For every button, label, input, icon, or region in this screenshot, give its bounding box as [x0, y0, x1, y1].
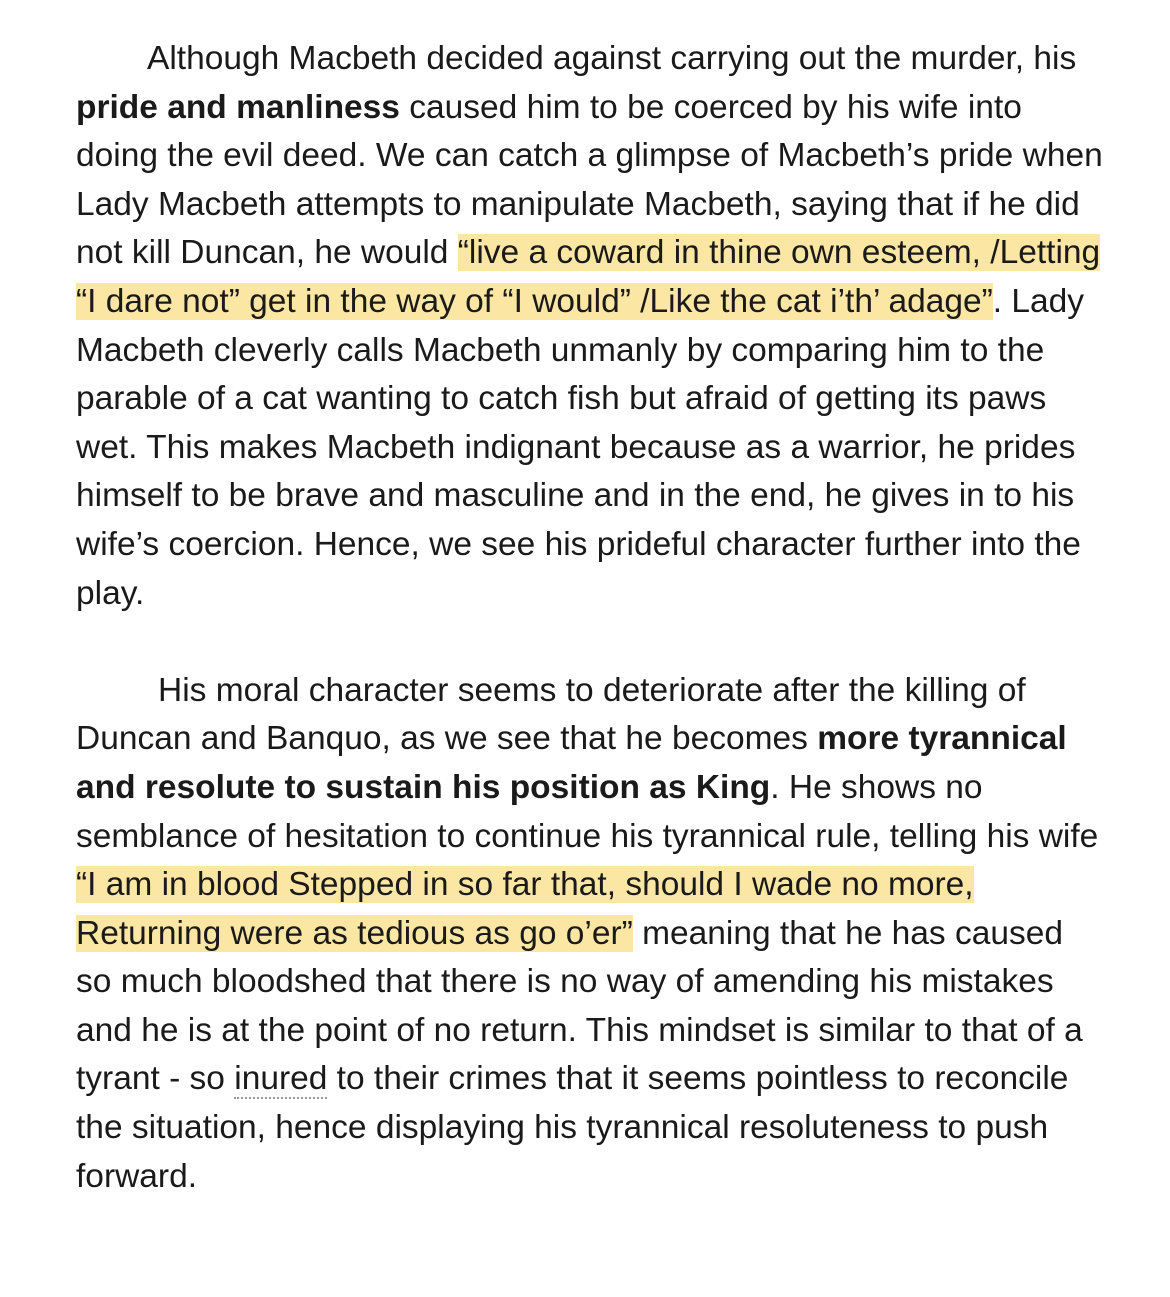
paragraph-tyranny: [76, 667, 1106, 1202]
bold-phrase-tyrannical: more tyrannical and resolute to sustain his position as King: [76, 720, 1067, 806]
document-body: [76, 35, 1106, 1201]
text-run: caused him to be coerced by his wife into doing the evil deed. We can catch a glimpse of Macbeth’s pride when Lady Macbeth attempts to manipulate Macbeth, saying that if he did not kill Duncan, he would: [76, 88, 1103, 272]
spellcheck-word-inured[interactable]: inured: [234, 1060, 328, 1098]
highlighted-quote-blood: “I am in blood Stepped in so far that, should I wade no more, Returning were as tedious as go o’er”: [76, 866, 974, 952]
bold-phrase-pride: pride and manliness: [76, 88, 400, 126]
text-run: to their crimes that it seems pointless to reconcile the situation, hence displaying his tyrannical resoluteness to push forward.: [76, 1060, 1069, 1195]
text-run: Although Macbeth decided against carrying out the murder, his: [147, 40, 1077, 77]
text-run: . He shows no semblance of hesitation to continue his tyrannical rule, telling his wife: [76, 768, 1099, 855]
text-run: . Lady Macbeth cleverly calls Macbeth unmanly by comparing him to the parable of a cat wanting to catch fish but afraid of getting its paws wet. This makes Macbeth indignant because as a warrior, he prides himself to be brave and masculine and in the end, he gives in to his wife’s coercion. Hence, we see his prideful character further into the play.: [76, 282, 1085, 612]
text-run: meaning that he has caused so much bloodshed that there is no way of amending his mistakes and he is at the point of no return. This mindset is similar to that of a tyrant - so: [76, 914, 1083, 1098]
text-run: His moral character seems to deteriorate after the killing of Duncan and Banquo, as we see that he becomes: [76, 671, 1026, 758]
paragraph-pride: [76, 35, 1106, 618]
highlighted-quote-coward: “live a coward in thine own esteem, /Letting “I dare not” get in the way of “I would” /Like the cat i’th’ adage”: [76, 234, 1101, 320]
